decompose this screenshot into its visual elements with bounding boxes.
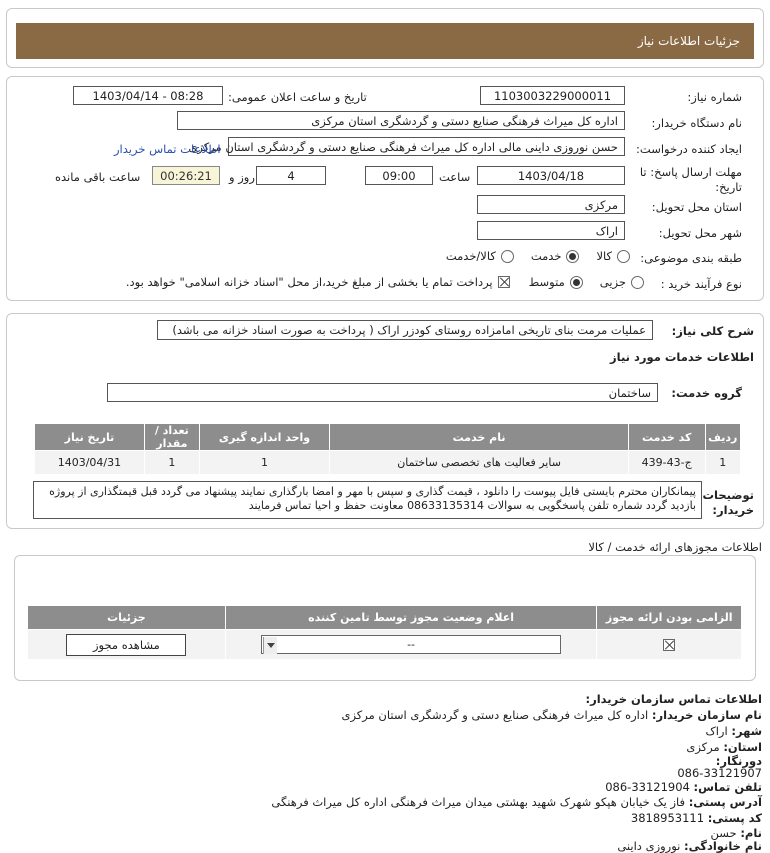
permit-details-cell (28, 630, 226, 660)
description-label: شرح کلی نیاز: (671, 324, 754, 338)
table-row (35, 451, 741, 475)
service-group-field: ساختمان (107, 383, 658, 402)
category-both-label: کالا/خدمت (445, 249, 496, 263)
days-label: روز و (229, 170, 255, 184)
deadline-time-field: 09:00 (365, 166, 433, 185)
province-label: استان محل تحویل: (651, 200, 742, 214)
category-label: طبقه بندی موضوعی: (640, 251, 742, 265)
need-number-field: 1103003229000011 (480, 86, 625, 105)
buyer-notes-field: پیمانکاران محترم بایستی فایل پیوست را دانلود ، قیمت گذاری و سپس با مهر و امضا بارگذاری نمایند پیشنهاد می گردد قبل قیمتگذاری از پروژه بازدید گردد شماره تلفن پاسخگویی به سوالات 08633135314 معاونت حفظ و احیا تماس فرمایند (33, 481, 702, 519)
deadline-date-field: 1403/04/18 (477, 166, 625, 185)
contact-name: نام: حسن (710, 826, 762, 840)
contact-fax-value: 086-33121907 (677, 766, 762, 780)
cell-row: 1 (705, 451, 740, 475)
buyer-notes-label: توضیحات (702, 488, 754, 502)
permit-status-cell (225, 630, 597, 660)
deadline-date-label: تاریخ: (715, 180, 742, 194)
contact-province: استان: مرکزی (686, 740, 762, 754)
requester-label: ایجاد کننده درخواست: (636, 142, 742, 156)
remaining-timer: 00:26:21 (152, 166, 220, 185)
col-permit-details: جزئیات (28, 606, 226, 630)
contact-city: شهر: اراک (705, 724, 762, 738)
announce-field: 1403/04/14 - 08:28 (73, 86, 223, 105)
days-field: 4 (256, 166, 326, 185)
col-count: تعداد / مقدار (144, 424, 199, 451)
col-unit: واحد اندازه گیری (199, 424, 329, 451)
chevron-down-icon (263, 637, 277, 654)
table-row (28, 630, 742, 660)
deadline-time-label: ساعت (439, 170, 471, 184)
description-field: عملیات مرمت بنای تاریخی امامزاده روستای کودزر اراک ( پرداخت به صورت اسناد خزانه می باشد) (157, 320, 653, 340)
category-both-radio[interactable] (501, 250, 514, 263)
permits-table (27, 605, 742, 660)
contact-postal: کد پستی: 3818953111 (630, 811, 762, 825)
city-field: اراک (477, 221, 625, 240)
col-service-name: نام خدمت (330, 424, 629, 451)
announce-label: تاریخ و ساعت اعلان عمومی: (228, 90, 367, 104)
permits-title: اطلاعات مجوزهای ارائه خدمت / کالا (588, 540, 762, 554)
buyer-org-label: نام دستگاه خریدار: (651, 116, 742, 130)
col-permit-status: اعلام وضعیت مجوز توسط تامین کننده (225, 606, 597, 630)
contact-phone: تلفن تماس: 086-33121904 (605, 780, 762, 794)
category-options (446, 249, 630, 263)
requester-field: حسن نوروزی داینی مالی اداره کل میراث فرهنگی صنایع دستی و گردشگری استان مرکزی (228, 137, 625, 156)
services-title: اطلاعات خدمات مورد نیاز (610, 350, 754, 364)
province-field: مرکزی (477, 195, 625, 214)
treasury-payment-checkbox[interactable] (498, 276, 510, 288)
cell-unit: 1 (199, 451, 329, 475)
buyer-org-field: اداره کل میراث فرهنگی صنایع دستی و گردشگری استان مرکزی (177, 111, 625, 130)
buyer-notes-label-2: خریدار: (712, 503, 754, 517)
permit-status-value: -- (407, 638, 416, 651)
category-service-radio[interactable] (566, 250, 579, 263)
contact-title: اطلاعات تماس سازمان خریدار: (585, 692, 762, 706)
col-permit-required: الزامی بودن ارائه مجوز (597, 606, 742, 630)
permits-header-row (28, 606, 742, 630)
cell-service-name: سایر فعالیت های تخصصی ساختمان (330, 451, 629, 475)
col-need-date: تاریخ نیاز (35, 424, 145, 451)
contact-fax: دورنگار: (715, 754, 762, 768)
col-row: ردیف (705, 424, 740, 451)
remaining-label: ساعت باقی مانده (55, 170, 141, 184)
view-permit-button[interactable]: مشاهده مجوز (66, 634, 186, 656)
category-goods-label: کالا (596, 249, 612, 263)
contact-address: آدرس پستی: فاز یک خیابان هپکو شهرک شهید بهشتی میدان میراث فرهنگی اداره کل میراث فرهنگی (271, 795, 762, 809)
permit-status-select[interactable] (261, 635, 561, 654)
page-title: جزئیات اطلاعات نیاز (16, 23, 754, 59)
process-minor-label: جزیی (599, 275, 626, 289)
col-service-code: کد خدمت (628, 424, 705, 451)
process-medium-radio[interactable] (570, 276, 583, 289)
category-goods-radio[interactable] (617, 250, 630, 263)
service-group-label: گروه خدمت: (671, 386, 742, 400)
need-number-label: شماره نیاز: (687, 90, 742, 104)
treasury-payment-label: پرداخت تمام یا بخشی از مبلغ خرید،از محل "اسناد خزانه اسلامی" خواهد بود. (125, 275, 493, 289)
services-table (34, 423, 741, 475)
cell-service-code: ج-43-439 (628, 451, 705, 475)
services-header-row (35, 424, 741, 451)
category-service-label: خدمت (530, 249, 562, 263)
process-label: نوع فرآیند خرید : (660, 277, 742, 291)
process-minor-radio[interactable] (631, 276, 644, 289)
buyer-contact-link[interactable]: اطلاعات تماس خریدار (114, 142, 221, 156)
permit-required-cell (597, 630, 742, 660)
form-panel (6, 76, 764, 301)
cell-count: 1 (144, 451, 199, 475)
contact-org: نام سازمان خریدار: اداره کل میراث فرهنگی صنایع دستی و گردشگری استان مرکزی (341, 708, 762, 722)
permit-required-checkbox[interactable] (663, 639, 675, 651)
deadline-label: مهلت ارسال پاسخ: تا (639, 165, 742, 179)
contact-family: نام خانوادگی: نوروزی داینی (617, 839, 762, 853)
process-medium-label: متوسط (528, 275, 565, 289)
city-label: شهر محل تحویل: (658, 226, 742, 240)
process-options (126, 275, 644, 289)
cell-need-date: 1403/04/31 (35, 451, 145, 475)
